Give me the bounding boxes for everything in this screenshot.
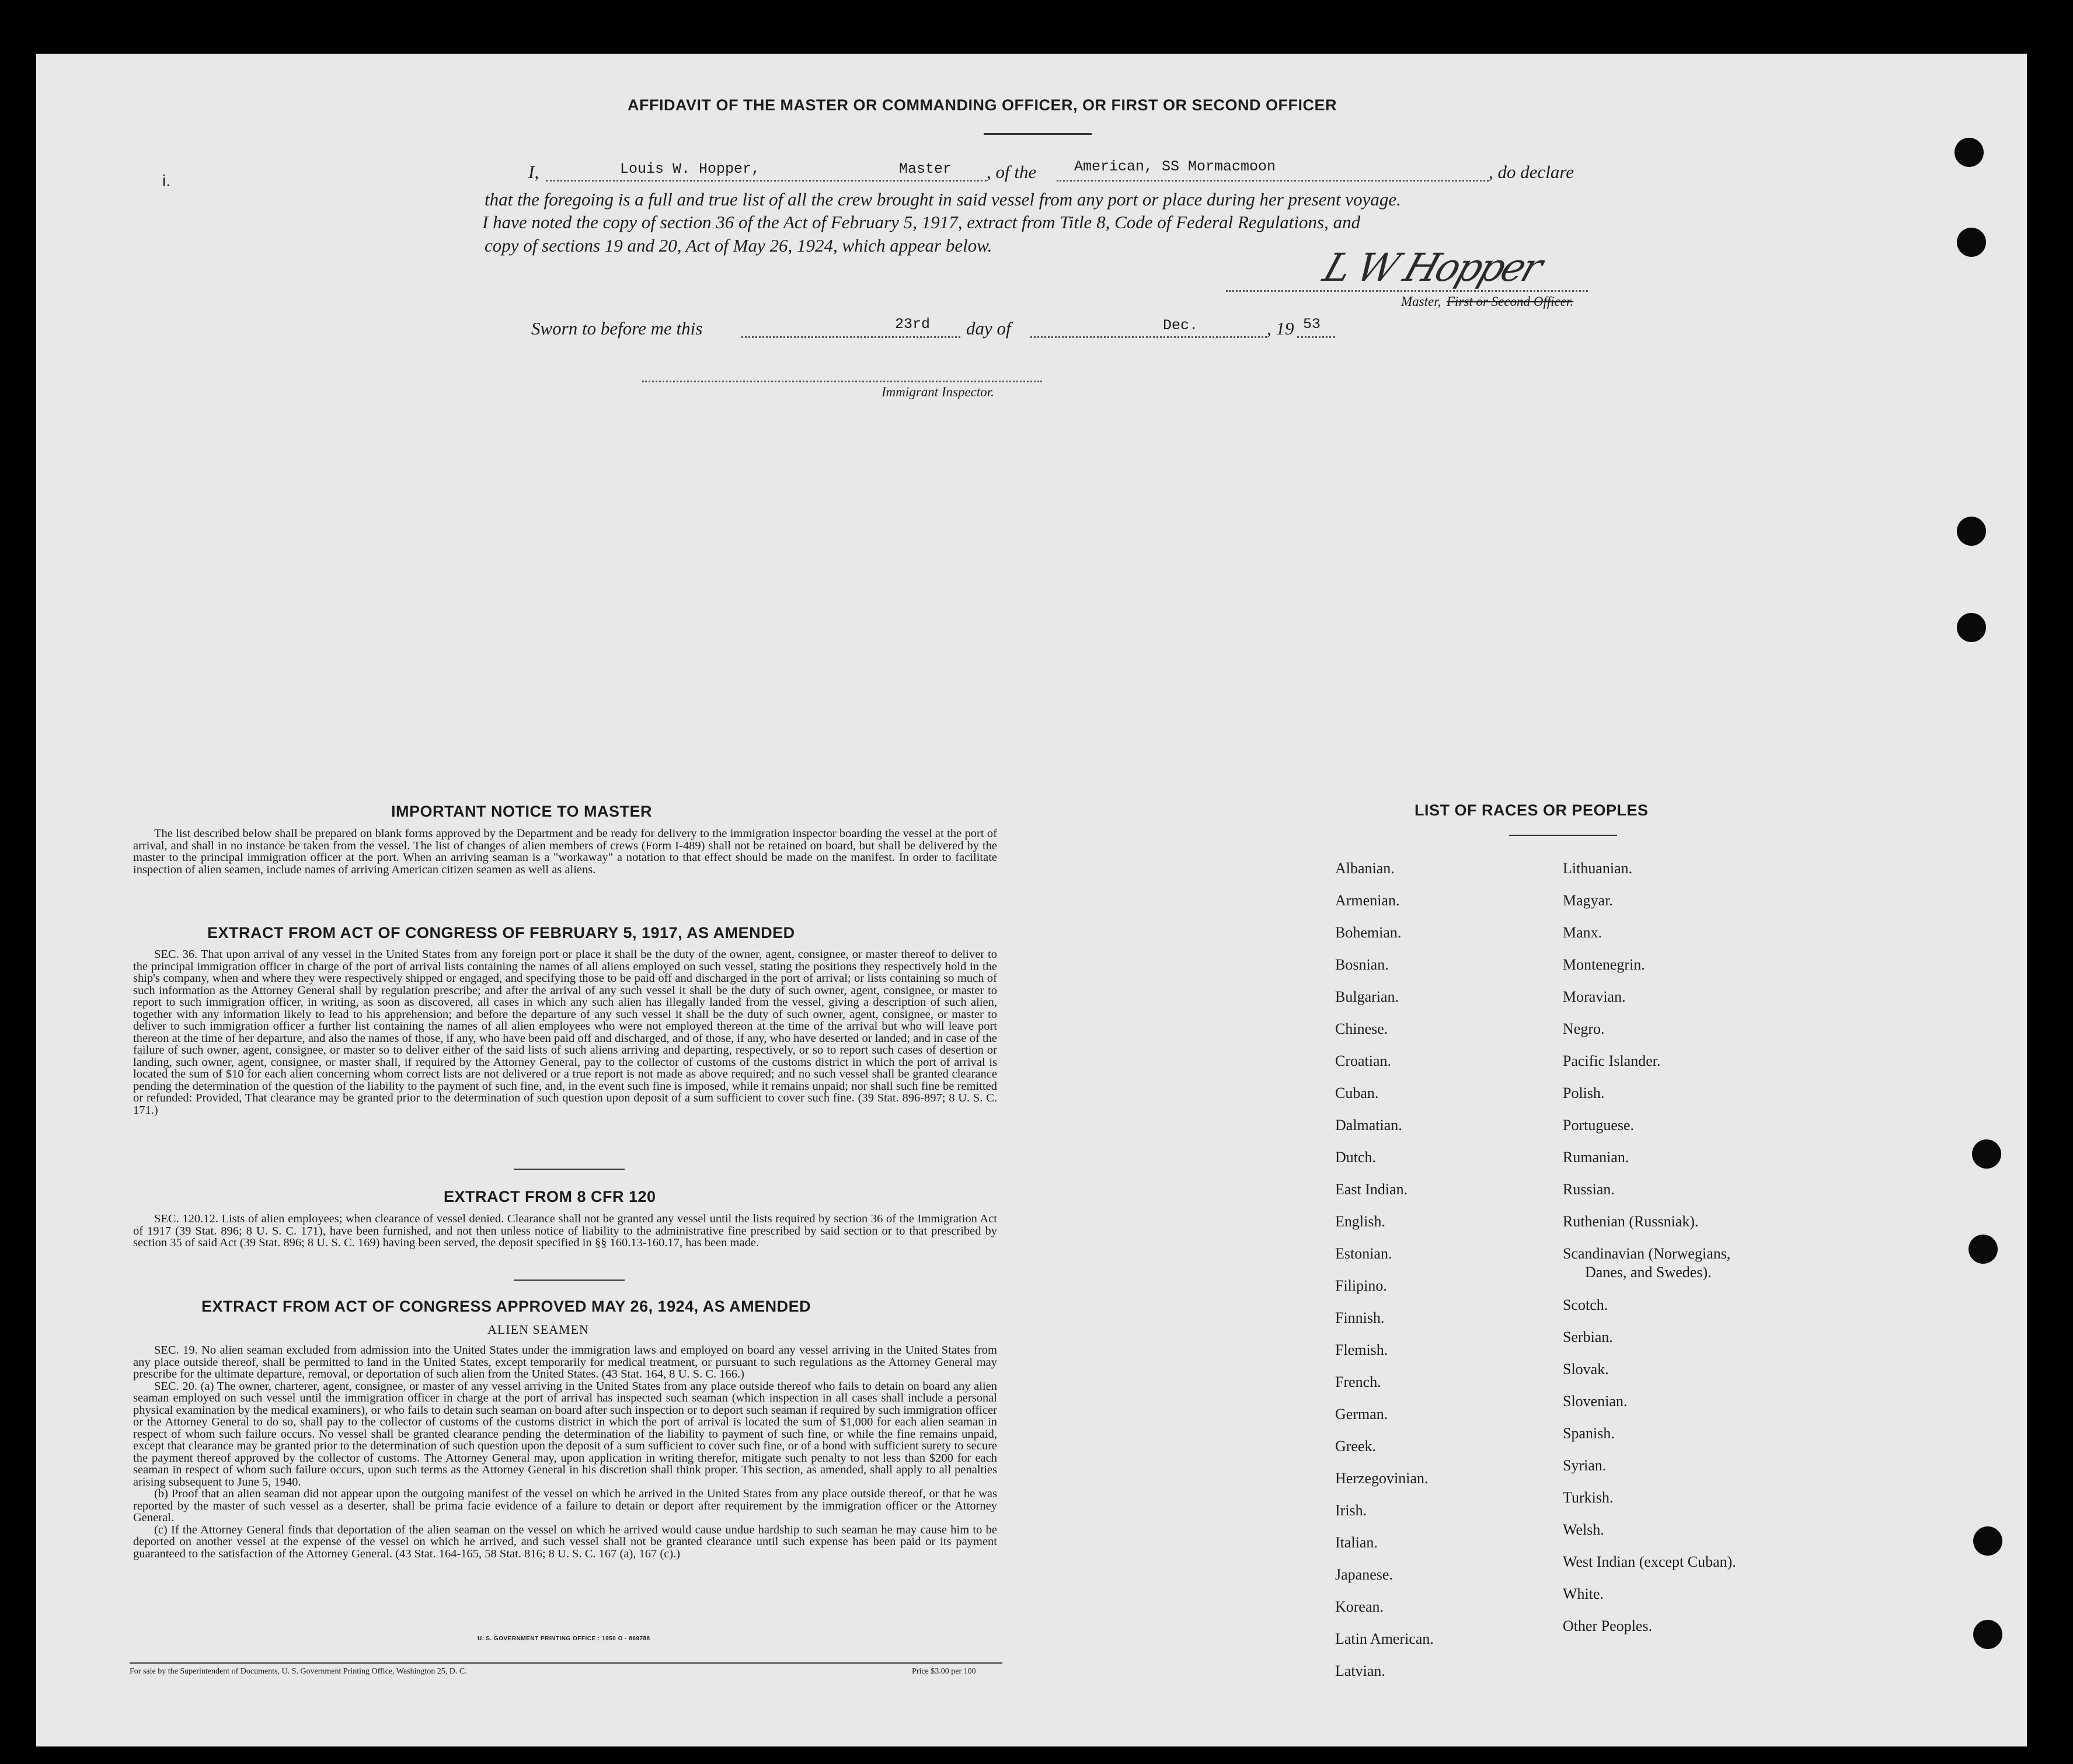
race-item: Greek.: [1335, 1438, 1377, 1455]
extract-1917-title: EXTRACT FROM ACT OF CONGRESS OF FEBRUARY 5, 1917, AS AMENDED: [207, 924, 795, 942]
race-item: English.: [1335, 1213, 1385, 1230]
price-note: Price $3.00 per 100: [912, 1667, 976, 1676]
notice-title: IMPORTANT NOTICE TO MASTER: [391, 803, 652, 820]
extract-1924-title: EXTRACT FROM ACT OF CONGRESS APPROVED MAY 26, 1924, AS AMENDED: [201, 1298, 811, 1315]
race-item: Slovenian.: [1563, 1393, 1628, 1410]
sworn-label: Sworn to before me this: [531, 318, 703, 339]
race-item: Polish.: [1563, 1085, 1605, 1101]
punch-hole: [1972, 1139, 2001, 1169]
master-signature: L W Hopper: [1318, 245, 1546, 290]
race-item: Latin American.: [1335, 1630, 1434, 1647]
race-item: Other Peoples.: [1563, 1617, 1653, 1634]
race-item: East Indian.: [1335, 1181, 1408, 1198]
race-item: White.: [1563, 1585, 1604, 1602]
notice-body: The list described below shall be prepared on blank forms approved by the Department and be ready for delivery to the immigration inspector boarding the vessel at the port of arrival, and shall in no instance be taken from the vessel. The list of changes of alien members of crews (Form I-489) shall not be retained on board, but shall be delivered by the master to the principal immigration officer at the port. When an arriving seaman is a "workaway" a notation to that effect should be made on the manifest. In order to facilitate inspection of alien seamen, include names of arriving American citizen seamen as well as aliens.: [133, 828, 997, 876]
divider: [514, 1280, 625, 1281]
race-item: Spanish.: [1563, 1425, 1615, 1442]
punch-hole: [1969, 1235, 1998, 1264]
races-title-underline: [1509, 835, 1617, 836]
punch-hole: [1954, 138, 1984, 167]
race-item: Italian.: [1335, 1534, 1378, 1551]
affidavit-line-4: copy of sections 19 and 20, Act of May 26, 1924, which appear below.: [485, 235, 992, 256]
race-item: Portuguese.: [1563, 1117, 1635, 1134]
race-item: Filipino.: [1335, 1277, 1387, 1294]
signer-caption-master: Master,: [1401, 294, 1441, 309]
sworn-day: 23rd: [895, 316, 931, 333]
extract-cfr-body: SEC. 120.12. Lists of alien employees; when clearance of vessel denied. Clearance shall not be granted any vessel until the lists required by section 36 of the Immigration Act of 1917 (39 Stat. 896; 8 U. S. C. 171), have been furnished, and not then unless notice of liability to the administrative fine prescribed by said section or to that prescribed by section 35 of said Act (39 Stat. 896; 8 U. S. C. 169) having been served, the deposit specified in §§ 160.13-160.17, has been made.: [133, 1213, 997, 1249]
gpo-imprint: U. S. GOVERNMENT PRINTING OFFICE : 1950 O - 869788: [478, 1636, 650, 1642]
races-left-column: [1335, 852, 1434, 1687]
race-item: Herzegovinian.: [1335, 1470, 1429, 1487]
races-title: LIST OF RACES OR PEOPLES: [1414, 801, 1649, 819]
race-item: Serbian.: [1563, 1329, 1613, 1345]
extract-cfr-title: EXTRACT FROM 8 CFR 120: [444, 1188, 656, 1205]
race-item: Ruthenian (Russniak).: [1563, 1213, 1699, 1230]
extract-1917-body: SEC. 36. That upon arrival of any vessel in the United States from any foreign port or place it shall be the duty of the owner, agent, consignee, or master thereof to deliver to the principal immigration officer in charge of the port of arrival lists containing the names of all aliens employed on such vessel, stating the positions they respectively hold in the ship's company, when and where they were respectively shipped or engaged, and specifying those to be paid off and discharged in the port of arrival; or lists containing so much of such information as the Attorney General shall by regulation prescribe; and after the arrival of any such vessel it shall be the duty of such owner, agent, consignee, or master to report to such immigration officer, in writing, as soon as discovered, all cases in which any such alien has illegally landed from the vessel, giving a description of such alien, together with any information likely to lead to his apprehension; and before the departure of any such vessel it shall be the duty of such owner, agent, consignee, or master to deliver to such immigration officer a further list containing the names of all alien employees who were not employed thereon at the time of the arrival but who will leave port thereon at the time of her departure, and also the names of those, if any, who have been paid off and discharged, and of those, if any, who have deserted or landed; and in case of the failure of such owner, agent, consignee, or master so to deliver either of the said lists of such aliens arriving and departing, respectively, or so to report such cases of desertion or landing, such owner, agent, consignee, or master shall, if required by the Attorney General, pay to the collector of customs of the customs district in which the port of arrival is located the sum of $10 for each alien concerning whom correct lists are not delivered or a true report is not made as above required; and no such vessel shall be granted clearance pending the determination of the question of the liability to the payment of such fine, and, in the event such fine is imposed, while it remains unpaid; nor shall such fine be remitted or refunded: Provided, That clearance may be granted prior to the determination of such question upon deposit of a sum sufficient to cover such fine. (39 Stat. 896-897; 8 U. S. C. 171.): [133, 949, 997, 1117]
race-item: Negro.: [1563, 1020, 1605, 1037]
race-item: Danes, and Swedes).: [1585, 1264, 1712, 1281]
vessel-name: American, SS Mormacmoon: [1074, 158, 1276, 175]
race-item: Armenian.: [1335, 892, 1400, 909]
punch-hole: [1957, 613, 1986, 642]
sec-19-paragraph: SEC. 19. No alien seaman excluded from admission into the United States under the immigration laws and employed on board any vessel arriving in the United States from any place outside thereof, shall be permitted to land in the United States, except temporarily for medical treatment, or pursuant to such regulations as the Attorney General may prescribe for the ultimate departure, removal, or deportation of such alien from the United States. (43 Stat. 164, 8 U. S. C. 166.): [133, 1344, 997, 1380]
race-item: Dutch.: [1335, 1149, 1377, 1166]
month-dotted-line: [1030, 336, 1267, 338]
vessel-dotted-line: [1057, 180, 1489, 182]
signature-line: [1226, 290, 1588, 292]
affidavit-title: AFFIDAVIT OF THE MASTER OR COMMANDING OFFICER, OR FIRST OR SECOND OFFICER: [628, 96, 1337, 114]
race-item: Dalmatian.: [1335, 1117, 1402, 1134]
for-sale-note: For sale by the Superintendent of Documents, U. S. Government Printing Office, Washington 25, D. C.: [130, 1667, 467, 1676]
race-item: Finnish.: [1335, 1309, 1385, 1326]
day-of-label: day of: [966, 318, 1011, 339]
race-item: Welsh.: [1563, 1521, 1604, 1538]
inspector-line: [642, 381, 1042, 382]
master-rank: Master: [899, 161, 952, 177]
year-prefix: , 19: [1267, 318, 1294, 339]
race-item: Montenegrin.: [1563, 956, 1645, 973]
day-dotted-line: [741, 336, 960, 338]
of-the-label: , of the: [987, 162, 1037, 182]
race-item: Bulgarian.: [1335, 988, 1399, 1005]
sec-20a-paragraph: SEC. 20. (a) The owner, charterer, agent, consignee, or master of any vessel arriving in the United States from any place outside thereof who fails to detain on board any alien seaman employed on such vessel until the immigration officer in charge at the port of arrival has inspected such seaman (which inspection in all cases shall include a personal physical examination by the medical examiners), or who fails to detain such seaman on board after such inspection or to deport such seaman if required by such immigration officer or the Attorney General to do so, shall pay to the collector of customs of the customs district in which the port of arrival is located the sum of $1,000 for each alien seaman in respect of whom such failure occurs. No vessel shall be granted clearance pending the determination of the liability to payment of such fine, or while the fine remains unpaid, except that clearance may be granted prior to the determination of such question upon the deposit of a sum sufficient to cover such fine, or of a bond with sufficient surety to secure the payment thereof approved by the collector of customs. The Attorney General may, upon application in writing therefor, mitigate such penalty to not less than $200 for each seaman in respect of whom such failure occurs, upon such terms as the Attorney General in his discretion shall think proper. This section, as amended, shall apply to all penalties arising subsequent to June 5, 1940.: [133, 1379, 997, 1488]
race-item: Scandinavian (Norwegians,: [1563, 1245, 1731, 1262]
race-item: Rumanian.: [1563, 1149, 1629, 1166]
race-item: Cuban.: [1335, 1085, 1379, 1101]
sec-20b-paragraph: (b) Proof that an alien seaman did not appear upon the outgoing manifest of the vessel on which he arrived in the United States from any place outside thereof, or that he was reported by the master of such vessel as a deserter, shall be prima facie evidence of a failure to detain or deport after requirement by the immigration officer or the Attorney General.: [133, 1487, 997, 1524]
title-underline: [984, 133, 1092, 135]
race-item: Chinese.: [1335, 1020, 1388, 1037]
race-item: Turkish.: [1563, 1489, 1614, 1506]
race-item: Croatian.: [1335, 1052, 1392, 1069]
year-dotted-line: [1297, 336, 1335, 338]
extract-1924-body: [133, 1344, 997, 1630]
race-item: Slovak.: [1563, 1361, 1609, 1378]
race-item: Pacific Islander.: [1563, 1052, 1661, 1069]
do-declare-label: , do declare: [1489, 162, 1574, 182]
sworn-month: Dec.: [1163, 317, 1198, 334]
race-item: Lithuanian.: [1563, 860, 1633, 877]
punch-hole: [1957, 517, 1986, 546]
race-item: Japanese.: [1335, 1566, 1393, 1583]
race-item: Moravian.: [1563, 988, 1626, 1005]
affidavit-i: I,: [528, 162, 539, 182]
race-item: Syrian.: [1563, 1457, 1607, 1474]
race-item: West Indian (except Cuban).: [1563, 1553, 1736, 1570]
name-dotted-line: [546, 180, 987, 182]
punch-hole: [1957, 228, 1986, 257]
race-item: Magyar.: [1563, 892, 1613, 909]
race-item: French.: [1335, 1373, 1381, 1390]
inspector-caption: Immigrant Inspector.: [882, 385, 994, 399]
race-item: Korean.: [1335, 1598, 1384, 1615]
punch-hole: [1973, 1526, 2002, 1556]
sec-20c-paragraph: (c) If the Attorney General finds that deportation of the alien seaman on the vessel on which he arrived would cause undue hardship to such seaman he may cause him to be deported on another vessel at the expense of the vessel on which he arrived, and such vessel shall not be granted clearance until such expense has been paid or its payment guaranteed to the satisfaction of the Attorney General. (43 Stat. 164-165, 58 Stat. 816; 8 U. S. C. 167 (a), 167 (c).): [133, 1523, 997, 1560]
race-item: Irish.: [1335, 1502, 1367, 1519]
race-item: Scotch.: [1563, 1296, 1608, 1313]
affidavit-line-2: that the foregoing is a full and true list of all the crew brought in said vessel from any port or place during her present voyage.: [485, 189, 1401, 210]
races-right-column: [1563, 852, 1736, 1642]
sworn-year: 53: [1303, 316, 1321, 333]
affidavit-line-3: I have noted the copy of section 36 of the Act of February 5, 1917, extract from Title 8, Code of Federal Regulations, and: [482, 212, 1361, 232]
punch-hole: [1973, 1620, 2002, 1649]
race-item: German.: [1335, 1406, 1388, 1423]
extract-1924-subtitle: ALIEN SEAMEN: [487, 1322, 589, 1337]
race-item: Bohemian.: [1335, 924, 1402, 941]
margin-mark: i.: [162, 172, 170, 190]
divider: [514, 1169, 625, 1170]
race-item: Russian.: [1563, 1181, 1615, 1198]
race-item: Manx.: [1563, 924, 1602, 941]
race-item: Bosnian.: [1335, 956, 1389, 973]
signer-caption-struck: First or Second Officer.: [1447, 294, 1574, 309]
master-name: Louis W. Hopper,: [620, 161, 761, 177]
race-item: Latvian.: [1335, 1662, 1385, 1679]
footer-rule: [130, 1662, 1002, 1664]
race-item: Estonian.: [1335, 1245, 1392, 1262]
race-item: Albanian.: [1335, 860, 1395, 877]
race-item: Flemish.: [1335, 1341, 1388, 1358]
